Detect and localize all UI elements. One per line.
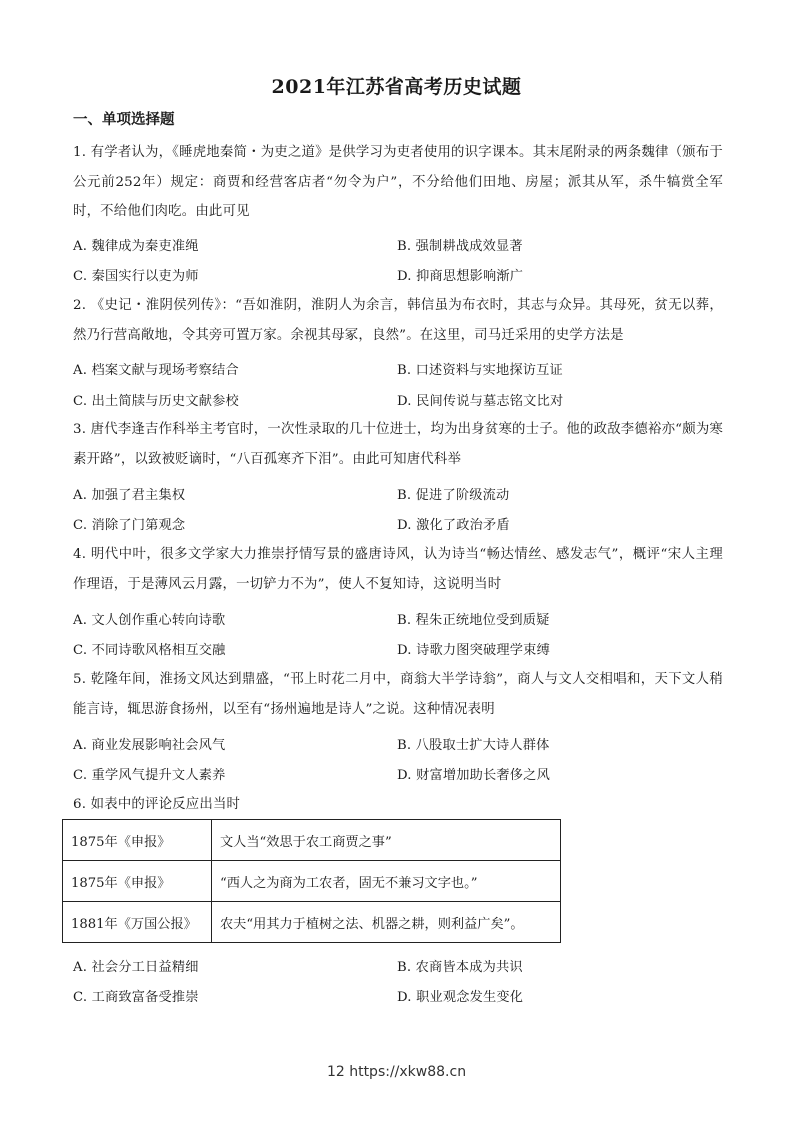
question-5-option-d[interactable]: D. 财富增加助长奢侈之风 [397, 768, 550, 783]
question-3-option-b[interactable]: B. 促进了阶级流动 [397, 488, 510, 503]
table-cell-quote: 文人当“效思于农工商贾之事” [212, 820, 561, 861]
question-2-option-b[interactable]: B. 口述资料与实地探访互证 [397, 363, 563, 378]
section-heading: 一、单项选择题 [73, 111, 175, 128]
question-3-option-c[interactable]: C. 消除了门第观念 [73, 518, 186, 533]
question-6-option-c[interactable]: C. 工商致富备受推崇 [73, 990, 199, 1005]
question-2-stem: 2. 《史记・淮阴侯列传》：“吾如淮阴，淮阴人为余言，韩信虽为布衣时，其志与众异。其母死，贫无以葬，然乃行营高敞地，令其旁可置万家。余视其母冢，良然”。在这里，司马迁采用的史学方法是 [73, 298, 723, 343]
page-footer: 12 https://xkw88.cn [326, 1064, 467, 1080]
source-table [62, 819, 561, 943]
question-6-option-d[interactable]: D. 职业观念发生变化 [397, 990, 524, 1005]
question-4-option-d[interactable]: D. 诗歌力图突破理学束缚 [397, 643, 550, 658]
question-1-option-c[interactable]: C. 秦国实行以吏为师 [73, 269, 199, 284]
table-cell-source: 1881年《万国公报》 [63, 902, 212, 943]
question-3-option-d[interactable]: D. 激化了政治矛盾 [397, 518, 510, 533]
table-cell-source: 1875年《申报》 [63, 861, 212, 902]
question-4-option-c[interactable]: C. 不同诗歌风格相互交融 [73, 643, 226, 658]
page-title: 2021年江苏省高考历史试题 [271, 76, 522, 98]
question-1-option-b[interactable]: B. 强制耕战成效显著 [397, 239, 523, 254]
table-row [63, 902, 561, 943]
question-1-option-a[interactable]: A. 魏律成为秦吏准绳 [73, 239, 199, 254]
question-4-stem: 4. 明代中叶，很多文学家大力推崇抒情写景的盛唐诗风，认为诗当“畅达情丝、感发志气”，概评“宋人主理作理语，于是薄风云月露，一切铲力不为”，使人不复知诗，这说明当时 [73, 547, 723, 592]
table-cell-quote: “西人之为商为工农者，固无不兼习文字也。” [212, 861, 561, 902]
question-5-stem: 5. 乾隆年间，淮扬文风达到鼎盛，“邗上时花二月中，商翁大半学诗翁”，商人与文人交相唱和，天下文人稍能言诗，辄思游食扬州，以至有“扬州遍地是诗人”之说。这种情况表明 [73, 672, 723, 717]
question-2-option-c[interactable]: C. 出土简牍与历史文献参校 [73, 394, 239, 409]
table-row [63, 861, 561, 902]
table-cell-quote: 农夫“用其力于植树之法、机器之耕，则利益广矣”。 [212, 902, 561, 943]
question-2-option-d[interactable]: D. 民间传说与墓志铭文比对 [397, 394, 564, 409]
question-1-option-d[interactable]: D. 抑商思想影响渐广 [397, 269, 524, 284]
question-5-option-a[interactable]: A. 商业发展影响社会风气 [73, 738, 226, 753]
question-5-option-b[interactable]: B. 八股取士扩大诗人群体 [397, 738, 550, 753]
question-6-option-b[interactable]: B. 农商皆本成为共识 [397, 960, 523, 975]
table-cell-source: 1875年《申报》 [63, 820, 212, 861]
question-6-option-a[interactable]: A. 社会分工日益精细 [73, 960, 199, 975]
question-3-option-a[interactable]: A. 加强了君主集权 [73, 488, 186, 503]
question-3-stem: 3. 唐代李逢吉作科举主考官时，一次性录取的几十位进士，均为出身贫寒的士子。他的政敌李德裕亦“颇为寒素开路”，以致被贬谪时，“八百孤寒齐下泪”。由此可知唐代科举 [73, 422, 723, 467]
question-6-stem: 6. 如表中的评论反应出当时 [73, 797, 241, 812]
question-4-option-a[interactable]: A. 文人创作重心转向诗歌 [73, 613, 226, 628]
table-row [63, 820, 561, 861]
question-2-option-a[interactable]: A. 档案文献与现场考察结合 [73, 363, 239, 378]
question-1-stem: 1. 有学者认为，《睡虎地秦简・为吏之道》是供学习为吏者使用的识字课本。其末尾附录的两条魏律（颁布于公元前252年）规定：商贾和经营客店者“勿令为户”，不分给他们田地、房屋；派其从军，杀牛犒赏全军时，不给他们肉吃。由此可见 [73, 145, 723, 219]
question-4-option-b[interactable]: B. 程朱正统地位受到质疑 [397, 613, 550, 628]
question-5-option-c[interactable]: C. 重学风气提升文人素养 [73, 768, 226, 783]
